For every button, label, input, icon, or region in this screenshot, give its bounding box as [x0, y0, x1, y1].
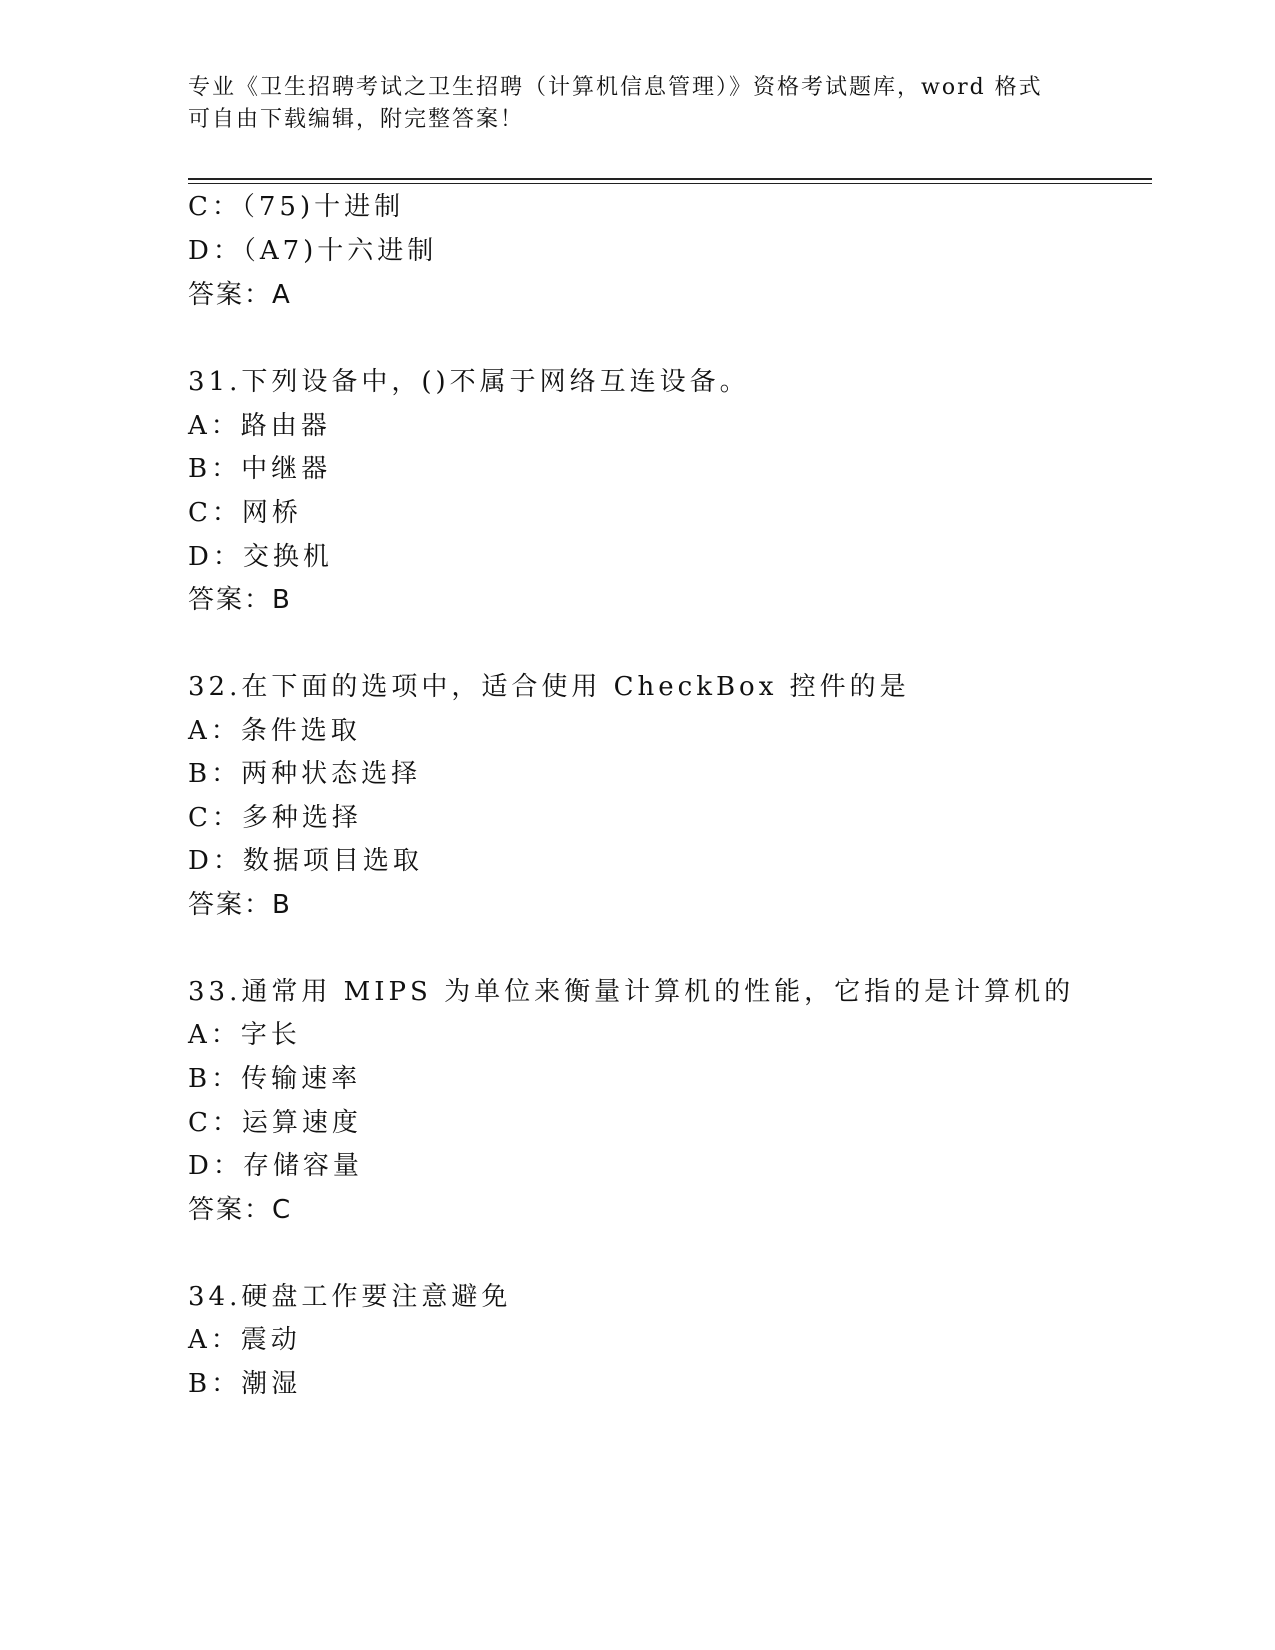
q34-question: 34.硬盘工作要注意避免: [188, 1282, 512, 1312]
q34-option-a: A：震动: [188, 1325, 301, 1355]
document-header: [188, 72, 1088, 136]
q30-option-d: D：（A7)十六进制: [188, 236, 438, 266]
q32-answer: 答案：B: [188, 890, 292, 920]
q31-question: 31.下列设备中，()不属于网络互连设备。: [188, 367, 750, 397]
q31-option-b: B：中继器: [188, 454, 332, 484]
q32-option-d: D：数据项目选取: [188, 846, 423, 876]
q33-option-a: A：字长: [188, 1020, 301, 1050]
q31-option-c: C：网桥: [188, 498, 302, 528]
q33-answer: 答案：C: [188, 1195, 293, 1225]
q31-answer: 答案：B: [188, 585, 292, 615]
q33-option-b: B：传输速率: [188, 1064, 362, 1094]
q33-question: 33.通常用 MIPS 为单位来衡量计算机的性能，它指的是计算机的: [188, 977, 1075, 1007]
q32-option-c: C：多种选择: [188, 803, 362, 833]
q30-answer: 答案：A: [188, 280, 292, 310]
header-line-2: 可自由下载编辑，附完整答案！: [188, 107, 525, 132]
q32-option-b: B：两种状态选择: [188, 759, 422, 789]
header-divider-thick: [188, 178, 1152, 180]
q34-option-b: B：潮湿: [188, 1369, 302, 1399]
header-line-1: 专业《卫生招聘考试之卫生招聘（计算机信息管理）》资格考试题库，word 格式: [188, 75, 1043, 100]
q32-question: 32.在下面的选项中，适合使用 CheckBox 控件的是: [188, 672, 910, 702]
header-divider-thin: [188, 183, 1152, 184]
q31-option-d: D：交换机: [188, 542, 333, 572]
q33-option-c: C：运算速度: [188, 1108, 362, 1138]
q31-option-a: A：路由器: [188, 411, 331, 441]
q30-option-c: C：（75)十进制: [188, 192, 405, 222]
q33-option-d: D：存储容量: [188, 1151, 363, 1181]
q32-option-a: A：条件选取: [188, 716, 361, 746]
